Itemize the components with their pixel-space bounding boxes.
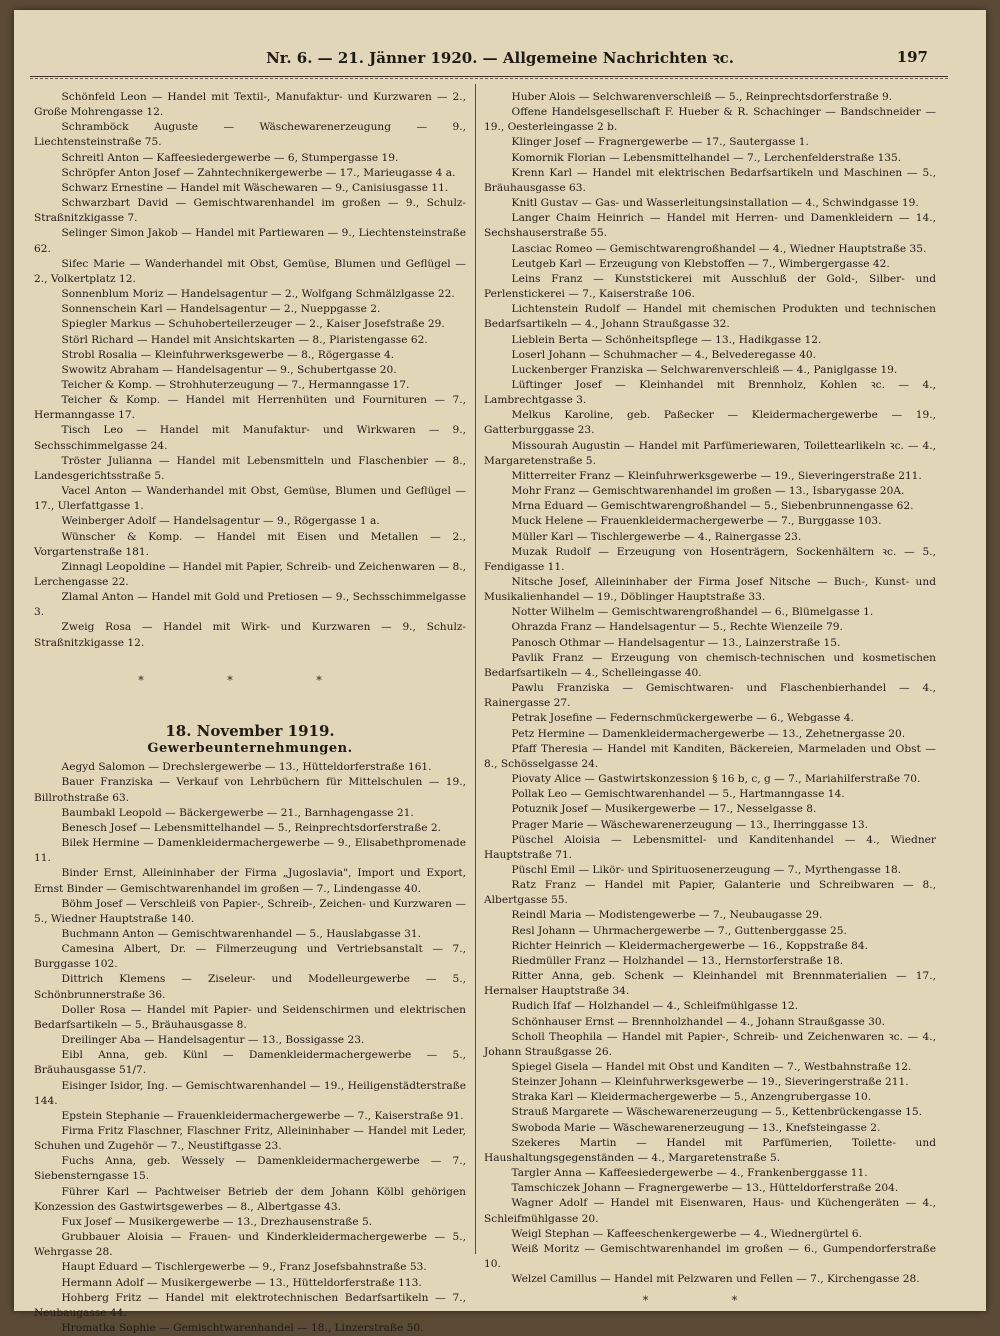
register-entry: Knitl Gustav — Gas- und Wasserleitungsinstallation — 4., Schwindgasse 19.: [511, 197, 919, 210]
register-entry: Lichtenstein Rudolf — Handel mit chemischen Produkten und technischen Bedarfsartikeln — 4., Johann Straußgasse 32.: [484, 303, 936, 331]
register-entry: Swoboda Marie — Wäschewarenerzeugung — 13., Knefsteingasse 2.: [511, 1121, 881, 1134]
register-entry: Tamschiczek Johann — Fragnergewerbe — 13., Hütteldorferstraße 204.: [511, 1182, 899, 1195]
right-column: [484, 90, 936, 1309]
register-entry: Lüftinger Josef — Kleinhandel mit Brennholz, Kohlen ꝛc. — 4., Lambrechtgasse 3.: [484, 378, 936, 407]
register-entry: Lieblein Berta — Schönheitspflege — 13., Hadikgasse 12.: [511, 333, 822, 346]
register-entry: Notter Wilhelm — Gemischtwarengroßhandel — 6., Blümelgasse 1.: [511, 606, 874, 619]
left-entries-top: [34, 90, 466, 651]
separator-stars-right: * *: [642, 1294, 778, 1308]
register-entry: Nitsche Josef, Alleininhaber der Firma Josef Nitsche — Buch-, Kunst- und Musikalienhandel — 19., Döblinger Hauptstraße 33.: [484, 576, 936, 604]
register-entry: Melkus Karoline, geb. Paßecker — Kleidermachergewerbe — 19., Gatterburggasse 23.: [484, 409, 936, 437]
register-entry: Mohr Franz — Gemischtwarenhandel im großen — 13., Isbarygasse 20A.: [511, 485, 905, 498]
register-entry: Zinnagl Leopoldine — Handel mit Papier, Schreib- und Zeichenwaren — 8., Lerchengasse 22.: [34, 560, 466, 588]
register-entry: Klinger Josef — Fragnergewerbe — 17., Sautergasse 1.: [511, 136, 809, 149]
register-entry: Targler Anna — Kaffeesiedergewerbe — 4., Frankenberggasse 11.: [511, 1167, 868, 1180]
page-title: Nr. 6. — 21. Jänner 1920. — Allgemeine Nachrichten ꝛc.: [266, 49, 734, 67]
register-entry: Ritter Anna, geb. Schenk — Kleinhandel mit Brennmaterialien — 17., Hernalser Hauptstraße 34.: [484, 970, 936, 998]
register-entry: Ohrazda Franz — Handelsagentur — 5., Rechte Wienzeile 79.: [511, 621, 843, 634]
register-entry: Püschel Aloisia — Lebensmittel- und Kanditenhandel — 4., Wiedner Hauptstraße 71.: [484, 833, 936, 861]
register-entry: Welzel Camillus — Handel mit Pelzwaren und Fellen — 7., Kirchengasse 28.: [511, 1273, 920, 1286]
register-entry: Szekeres Martin — Handel mit Parfümerien, Toilette- und Haushaltungsgegenständen — 4., Margaretenstraße 5.: [484, 1136, 936, 1164]
register-entry: Leutgeb Karl — Erzeugung von Klebstoffen — 7., Wimbergergasse 42.: [511, 257, 890, 270]
register-entry: Sonnenblum Moriz — Handelsagentur — 2., Wolfgang Schmälzlgasse 22.: [61, 288, 455, 301]
register-entry: Komornik Florian — Lebensmittelhandel — 7., Lerchenfelderstraße 135.: [511, 151, 902, 164]
register-entry: Zlamal Anton — Handel mit Gold und Pretiosen — 9., Sechsschimmelgasse 3.: [34, 591, 466, 619]
register-entry: Camesina Albert, Dr. — Filmerzeugung und Vertriebsanstalt — 7., Burggasse 102.: [34, 943, 466, 971]
register-entry: Fuchs Anna, geb. Wessely — Damenkleidermachergewerbe — 7., Siebensterngasse 15.: [34, 1155, 466, 1183]
register-entry: Tröster Julianna — Handel mit Lebensmitteln und Flaschenbier — 8., Landesgerichtsstraße 5.: [34, 454, 466, 482]
section-heading: Gewerbeunternehmungen.: [147, 741, 353, 757]
register-entry: Selinger Simon Jakob — Handel mit Partiewaren — 9., Liechtensteinstraße 62.: [34, 227, 466, 255]
header-rule-dashed: [30, 78, 948, 79]
register-entry: Baumbakl Leopold — Bäckergewerbe — 21., Barnhagengasse 21.: [61, 806, 414, 819]
register-entry: Sifec Marie — Wanderhandel mit Obst, Gemüse, Blumen und Geflügel — 2., Volkertplatz 12.: [34, 257, 466, 285]
register-entry: Püschl Emil — Likör- und Spirituosenerzeugung — 7., Myrthengasse 18.: [511, 863, 902, 876]
register-entry: Vacel Anton — Wanderhandel mit Obst, Gemüse, Blumen und Geflügel — 17., Ulerfattgasse 1.: [34, 485, 466, 513]
register-entry: Mitterreiter Franz — Kleinfuhrwerksgewerbe — 19., Sieveringerstraße 211.: [511, 469, 922, 482]
register-entry: Lasciac Romeo — Gemischtwarengroßhandel — 4., Wiedner Hauptstraße 35.: [511, 242, 927, 255]
register-entry: Krenn Karl — Handel mit elektrischen Bedarfsartikeln und Maschinen — 5., Bräuhausgasse 63.: [484, 166, 936, 194]
register-entry: Hromatka Sophie — Gemischtwarenhandel — 18., Linzerstraße 50.: [61, 1322, 424, 1335]
register-entry: Schönhauser Ernst — Brennholzhandel — 4., Johann Straußgasse 30.: [511, 1015, 886, 1028]
register-entry: Potuznik Josef — Musikergewerbe — 17., Nesselgasse 8.: [511, 803, 817, 816]
register-entry: Steinzer Johann — Kleinfuhrwerksgewerbe — 19., Sieveringerstraße 211.: [511, 1076, 909, 1089]
register-entry: Böhm Josef — Verschleiß von Papier-, Schreib-, Zeichen- und Kurzwaren — 5., Wiedner Hauptstraße 140.: [34, 897, 466, 925]
register-entry: Teicher & Komp. — Strohhuterzeugung — 7., Hermanngasse 17.: [61, 378, 410, 391]
page-number: 197: [896, 48, 928, 66]
register-entry: Fux Josef — Musikergewerbe — 13., Drezhausenstraße 5.: [61, 1215, 373, 1228]
register-entry: Dittrich Klemens — Ziseleur- und Modelleurgewerbe — 5., Schönbrunnerstraße 36.: [34, 973, 466, 1001]
register-entry: Doller Rosa — Handel mit Papier- und Seidenschirmen und elektrischen Bedarfsartikeln — 5., Bräuhausgasse 8.: [34, 1003, 466, 1031]
register-entry: Straka Karl — Kleidermachergewerbe — 5., Anzengrubergasse 10.: [511, 1091, 872, 1104]
register-entry: Weigl Stephan — Kaffeeschenkergewerbe — 4., Wiednergürtel 6.: [511, 1227, 862, 1240]
register-entry: Haupt Eduard — Tischlergewerbe — 9., Franz Josefsbahnstraße 53.: [61, 1261, 427, 1274]
register-entry: Mrna Eduard — Gemischtwarengroßhandel — 5., Siebenbrunnengasse 62.: [511, 500, 914, 513]
register-entry: Resl Johann — Uhrmachergewerbe — 7., Guttenberggasse 25.: [511, 924, 847, 937]
left-entries-bottom: [34, 760, 466, 1336]
register-entry: Eibl Anna, geb. Künl — Damenkleidermachergewerbe — 5., Bräuhausgasse 51/7.: [34, 1049, 466, 1077]
register-entry: Schreitl Anton — Kaffeesiedergewerbe — 6, Stumpergasse 19.: [61, 151, 399, 164]
register-entry: Panosch Othmar — Handelsagentur — 13., Lainzerstraße 15.: [511, 636, 841, 649]
register-entry: Teicher & Komp. — Handel mit Herrenhüten und Fournituren — 7., Hermanngasse 17.: [34, 394, 466, 422]
register-entry: Pfaff Theresia — Handel mit Kanditen, Bäckereien, Marmeladen und Obst — 8., Schösselgasse 24.: [484, 742, 936, 770]
register-entry: Binder Ernst, Alleininhaber der Firma „Jugoslavia", Import und Export, Ernst Binder — Gemischtwarenhandel im großen — 7., Lindengasse 40.: [34, 867, 466, 895]
register-entry: Spiegler Markus — Schuhoberteilerzeuger — 2., Kaiser Josefstraße 29.: [61, 318, 445, 331]
register-entry: Prager Marie — Wäschewarenerzeugung — 13., Iherringgasse 13.: [511, 818, 869, 831]
right-entries: [484, 90, 936, 1287]
register-entry: Pavlik Franz — Erzeugung von chemisch-technischen und kosmetischen Bedarfsartikeln — 4., Schelleingasse 40.: [484, 651, 936, 679]
register-entry: Wagner Adolf — Handel mit Eisenwaren, Haus- und Küchengeräten — 4., Schleifmühlgasse 20.: [484, 1197, 936, 1225]
register-entry: Bauer Franziska — Verkauf von Lehrbüchern für Mittelschulen — 19., Billrothstraße 63.: [34, 776, 466, 804]
register-entry: Schönfeld Leon — Handel mit Textil-, Manufaktur- und Kurzwaren — 2., Große Mohrengasse 12.: [34, 91, 466, 119]
register-entry: Reindl Maria — Modistengewerbe — 7., Neubaugasse 29.: [511, 909, 823, 922]
register-entry: Swowitz Abraham — Handelsagentur — 9., Schubertgasse 20.: [61, 363, 397, 376]
register-entry: Strauß Margarete — Wäschewarenerzeugung — 5., Kettenbrückengasse 15.: [511, 1106, 922, 1119]
register-entry: Schramböck Auguste — Wäschewarenerzeugung — 9., Liechtensteinstraße 75.: [34, 121, 466, 149]
register-entry: Störl Richard — Handel mit Ansichtskarten — 8., Piaristengasse 62.: [61, 333, 428, 346]
register-entry: Missourah Augustin — Handel mit Parfümeriewaren, Toilettearlikeln ꝛc. — 4., Margaretenstraße 5.: [484, 439, 936, 467]
separator-stars: * * *: [138, 673, 362, 687]
register-entry: Offene Handelsgesellschaft F. Hueber & R. Schachinger — Bandschneider — 19., Oesterleingasse 2 b.: [484, 106, 936, 134]
register-entry: Tisch Leo — Handel mit Manufaktur- und Wirkwaren — 9., Sechsschimmelgasse 24.: [34, 424, 466, 452]
register-entry: Zweig Rosa — Handel mit Wirk- und Kurzwaren — 9., Schulz-Straßnitzkigasse 12.: [34, 621, 466, 649]
register-entry: Riedmüller Franz — Holzhandel — 13., Hernstorferstraße 18.: [511, 954, 844, 967]
register-entry: Schwarzbart David — Gemischtwarenhandel im großen — 9., Schulz-Straßnitzkigasse 7.: [34, 197, 466, 225]
register-entry: Wünscher & Komp. — Handel mit Eisen und Metallen — 2., Vorgartenstraße 181.: [34, 530, 466, 558]
register-entry: Weinberger Adolf — Handelsagentur — 9., Rögergasse 1 a.: [61, 515, 380, 528]
register-entry: Rudich Ifaf — Holzhandel — 4., Schleifmühlgasse 12.: [511, 1000, 798, 1013]
register-entry: Firma Fritz Flaschner, Flaschner Fritz, Alleininhaber — Handel mit Leder, Schuhen und Zugehör — 7., Neustiftgasse 23.: [34, 1125, 466, 1153]
register-entry: Luckenberger Franziska — Selchwarenverschleiß — 4., Paniglgasse 19.: [511, 363, 898, 376]
column-divider: [475, 84, 476, 1254]
register-entry: Epstein Stephanie — Frauenkleidermachergewerbe — 7., Kaiserstraße 91.: [61, 1109, 464, 1122]
register-entry: Muzak Rudolf — Erzeugung von Hosenträgern, Sockenhältern ꝛc. — 5., Fendigasse 11.: [484, 545, 936, 573]
register-entry: Bilek Hermine — Damenkleidermachergewerbe — 9., Elisabethpromenade 11.: [34, 837, 466, 865]
left-column: [34, 90, 466, 1336]
register-entry: Piovaty Alice — Gastwirtskonzession § 16 b, c, g — 7., Mariahilferstraße 70.: [511, 773, 921, 786]
register-entry: Pollak Leo — Gemischtwarenhandel — 5., Hartmanngasse 14.: [511, 788, 845, 801]
newspaper-page: [14, 10, 986, 1335]
register-entry: Sonnenschein Karl — Handelsagentur — 2., Nueppgasse 2.: [61, 303, 381, 316]
register-entry: Strobl Rosalia — Kleinfuhrwerksgewerbe — 8., Rögergasse 4.: [61, 348, 395, 361]
register-entry: Pawlu Franziska — Gemischtwaren- und Flaschenbierhandel — 4., Rainergasse 27.: [484, 682, 936, 710]
register-entry: Richter Heinrich — Kleidermachergewerbe — 16., Koppstraße 84.: [511, 939, 869, 952]
register-entry: Buchmann Anton — Gemischtwarenhandel — 5., Hauslabgasse 31.: [61, 927, 422, 940]
register-entry: Aegyd Salomon — Drechslergewerbe — 13., Hütteldorferstraße 161.: [61, 761, 432, 774]
register-entry: Ratz Franz — Handel mit Papier, Galanterie und Schreibwaren — 8., Albertgasse 55.: [484, 879, 936, 907]
register-entry: Benesch Josef — Lebensmittelhandel — 5., Reinprechtsdorferstraße 2.: [61, 821, 442, 834]
register-entry: Muck Helene — Frauenkleidermachergewerbe — 7., Burggasse 103.: [511, 515, 882, 528]
register-entry: Führer Karl — Pachtweiser Betrieb der dem Johann Kölbl gehörigen Konzession des Gastwirtsgewerbes — 8., Albertgasse 43.: [34, 1185, 466, 1213]
register-entry: Petrak Josefine — Federnschmückergewerbe — 6., Webgasse 4.: [511, 712, 854, 725]
header-rule: [30, 76, 948, 77]
register-entry: Hohberg Fritz — Handel mit elektrotechnischen Bedarfsartikeln — 7., Neubaugasse 44.: [34, 1291, 466, 1319]
register-entry: Spiegel Gisela — Handel mit Obst und Kanditen — 7., Westbahnstraße 12.: [511, 1061, 912, 1073]
register-entry: Dreilinger Aba — Handelsagentur — 13., Bossigasse 23.: [61, 1034, 365, 1047]
register-entry: Scholl Theophila — Handel mit Papier-, Schreib- und Zeichenwaren ꝛc. — 4., Johann Straußgasse 26.: [484, 1030, 936, 1058]
date-heading: 18. November 1919.: [165, 721, 335, 740]
register-entry: Schröpfer Anton Josef — Zahntechnikergewerbe — 17., Marieugasse 4 a.: [61, 166, 456, 179]
register-entry: Müller Karl — Tischlergewerbe — 4., Rainergasse 23.: [511, 530, 802, 543]
register-entry: Langer Chaim Heinrich — Handel mit Herren- und Damenkleidern — 14., Sechshauserstraße 55.: [484, 212, 936, 240]
register-entry: Schwarz Ernestine — Handel mit Wäschewaren — 9., Canisiusgasse 11.: [61, 181, 449, 194]
register-entry: Hermann Adolf — Musikergewerbe — 13., Hütteldorferstraße 113.: [61, 1276, 422, 1289]
register-entry: Huber Alois — Selchwarenverschleiß — 5., Reinprechtsdorferstraße 9.: [511, 91, 893, 103]
register-entry: Weiß Moritz — Gemischtwarenhandel im großen — 6., Gumpendorferstraße 10.: [484, 1242, 936, 1271]
register-entry: Eisinger Isidor, Ing. — Gemischtwarenhandel — 19., Heiligenstädterstraße 144.: [34, 1079, 466, 1107]
register-entry: Grubbauer Aloisia — Frauen- und Kinderkleidermachergewerbe — 5., Wehrgasse 28.: [34, 1231, 466, 1259]
register-entry: Loserl Johann — Schuhmacher — 4., Belvederegasse 40.: [511, 348, 817, 361]
register-entry: Petz Hermine — Damenkleidermachergewerbe — 13., Zehetnergasse 20.: [511, 727, 906, 740]
page-header: [14, 48, 986, 74]
register-entry: Leins Franz — Kunststickerei mit Ausschluß der Gold-, Silber- und Perlenstickerei — 7., Kaiserstraße 106.: [484, 272, 936, 301]
